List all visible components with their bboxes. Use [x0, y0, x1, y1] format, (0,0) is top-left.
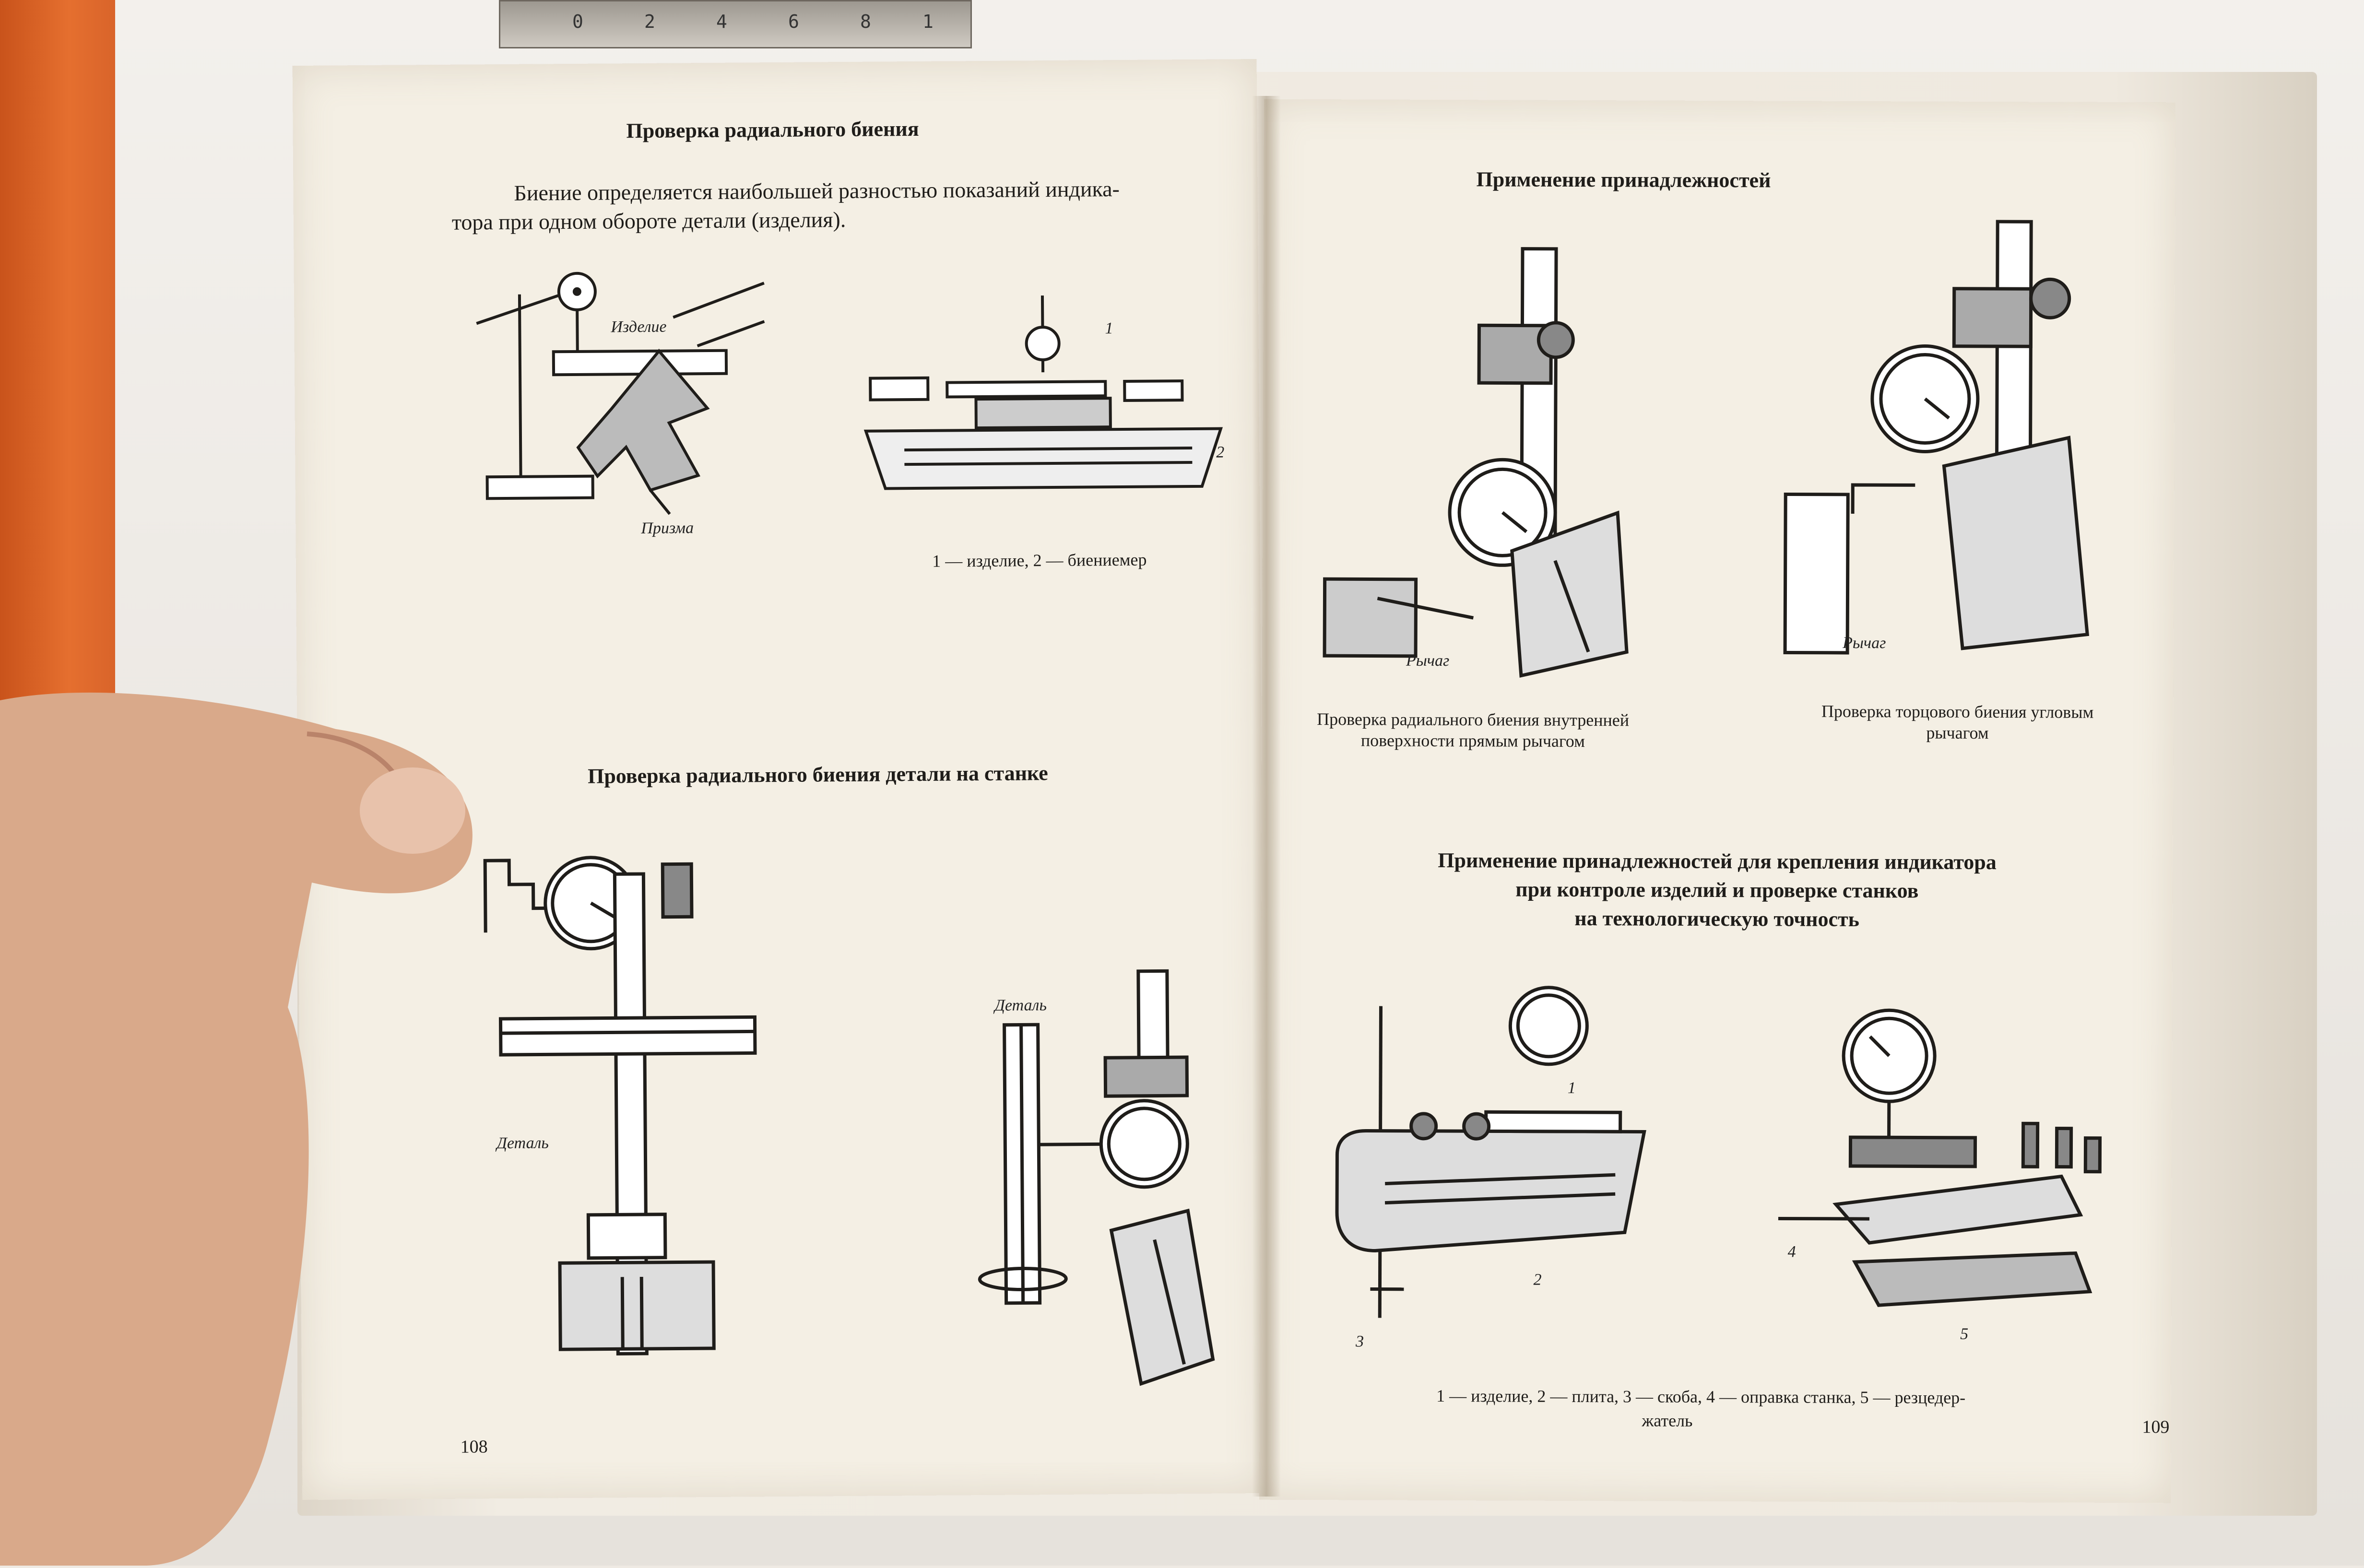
right-page	[1259, 99, 2175, 1503]
left-title-1: Проверка радиального биения	[532, 116, 1012, 144]
page-number-right: 109	[2142, 1416, 2169, 1438]
ruler-digit: 0	[572, 11, 583, 32]
page-number-left: 108	[461, 1436, 488, 1457]
right-title-1: Применение принадлежностей	[1359, 166, 1887, 193]
label-part: Изделие	[610, 318, 666, 336]
figure-tool-holder	[1773, 1002, 2120, 1349]
book-gutter	[1252, 96, 1281, 1497]
figure-clamp-and-plate	[1327, 982, 1674, 1353]
ruler-digit: 4	[716, 11, 727, 32]
label-1: 1	[1105, 319, 1113, 337]
figure-indicator-on-prism	[467, 264, 804, 535]
fig8-caption-line-2: жатель	[1547, 1410, 1787, 1432]
ruler-digit: 6	[788, 11, 799, 32]
right-title-2-line-1: Применение принадлежностей для крепления индикатора	[1309, 848, 2125, 875]
figure-machine-check-1	[480, 830, 772, 1374]
ruler-digit: 1	[922, 11, 934, 32]
label-3-right: 3	[1355, 1332, 1364, 1350]
label-lever-2: Рычаг	[1842, 634, 1886, 652]
figure-inner-runout	[1320, 243, 1647, 661]
label-lever-1: Рычаг	[1406, 652, 1449, 670]
label-2-right: 2	[1533, 1271, 1541, 1289]
orange-surface	[0, 0, 115, 710]
intro-line-1: Биение определяется наибольшей разностью показаний индика-	[514, 174, 1233, 207]
right-title-2-line-3: на технологическую точность	[1309, 905, 2125, 932]
right-title-2-line-2: при контроле изделий и проверке станков	[1309, 876, 2125, 904]
fig6-caption: Проверка торцового биения угловым рычагом	[1789, 701, 2125, 744]
label-2: 2	[1216, 444, 1224, 461]
figure-machine-check-2	[985, 961, 1237, 1394]
label-4: 4	[1788, 1243, 1796, 1261]
intro-line-2: тора при одном обороте детали (изделия).	[452, 203, 1171, 236]
ruler-digit: 8	[860, 11, 871, 32]
fig5-caption: Проверка радиального биения внутренней поверхности прямым рычагом	[1300, 708, 1645, 752]
label-part-left: Деталь	[495, 1134, 549, 1152]
ruler-digit: 2	[644, 11, 655, 32]
label-5: 5	[1960, 1325, 1968, 1343]
fig2-caption: 1 — изделие, 2 — биениемер	[872, 549, 1207, 572]
fig8-caption-line-1: 1 — изделие, 2 — плита, 3 — скоба, 4 — оправка станка, 5 — резцедер-	[1317, 1385, 2085, 1409]
figure-runout-tester	[855, 284, 1231, 536]
metal-ruler	[499, 0, 972, 48]
label-part-right: Деталь	[993, 996, 1047, 1014]
open-book	[297, 53, 2317, 1516]
left-title-2: Проверка радиального биения детали на станке	[470, 760, 1166, 789]
label-prism: Призма	[640, 519, 694, 537]
figure-face-runout	[1771, 216, 2108, 663]
hand-holding-book	[0, 672, 480, 1566]
label-1-right: 1	[1568, 1079, 1576, 1097]
